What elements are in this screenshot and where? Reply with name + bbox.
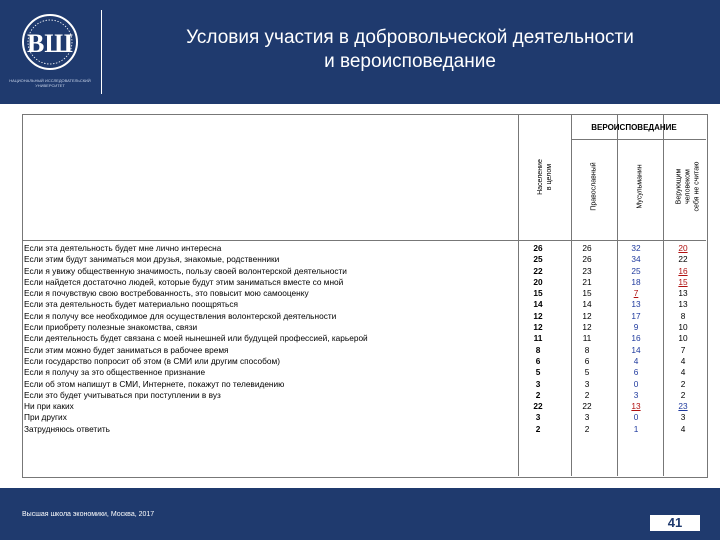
table-row xyxy=(24,390,706,401)
table-row xyxy=(24,345,706,356)
table-row xyxy=(24,356,706,367)
column-header-muslim: Мусульманин xyxy=(636,164,644,209)
cell-value: 13 xyxy=(631,299,641,310)
cell-value: 5 xyxy=(535,367,541,378)
row-label: Затрудняюсь ответить xyxy=(24,423,110,434)
cell-value: 5 xyxy=(584,367,590,378)
svg-text:ВШ: ВШ xyxy=(27,29,73,58)
logo-caption: НАЦИОНАЛЬНЫЙ ИССЛЕДОВАТЕЛЬСКИЙ УНИВЕРСИТЕТ xyxy=(9,78,91,88)
cell-value: 2 xyxy=(680,378,686,389)
cell-value: 10 xyxy=(678,322,688,333)
cell-value: 12 xyxy=(582,310,592,321)
cell-value: 14 xyxy=(582,299,592,310)
cell-value: 3 xyxy=(633,389,639,400)
cell-value: 12 xyxy=(582,322,592,333)
cell-value: 2 xyxy=(680,389,686,400)
cell-value: 16 xyxy=(678,265,688,276)
cell-value: 25 xyxy=(533,254,543,265)
header-divider xyxy=(101,10,102,94)
cell-value: 21 xyxy=(582,276,592,287)
cell-value: 0 xyxy=(633,378,639,389)
table-row xyxy=(24,379,706,390)
table-row xyxy=(24,299,706,310)
cell-value: 6 xyxy=(633,367,639,378)
cell-value: 26 xyxy=(533,243,543,253)
row-label: Если государство попросит об этом (в СМИ или другим способом) xyxy=(24,355,280,366)
cell-value: 7 xyxy=(680,344,686,355)
table-row xyxy=(24,322,706,333)
cell-value: 6 xyxy=(584,355,590,366)
table-row xyxy=(24,412,706,423)
cell-value: 14 xyxy=(631,344,641,355)
row-label: Если эта деятельность будет мне лично интересна xyxy=(24,243,222,253)
table-row xyxy=(24,243,706,254)
table-row xyxy=(24,424,706,435)
cell-value: 2 xyxy=(535,389,541,400)
cell-value: 23 xyxy=(582,265,592,276)
cell-value: 4 xyxy=(680,355,686,366)
cell-value: 3 xyxy=(584,412,590,423)
page-number: 41 xyxy=(650,515,700,531)
cell-value: 13 xyxy=(631,401,641,412)
cell-value: 4 xyxy=(680,423,686,434)
cell-value: 20 xyxy=(533,276,543,287)
table-row xyxy=(24,401,706,412)
column-header-orthodox: Православный xyxy=(590,162,598,211)
hse-emblem-icon xyxy=(8,8,92,78)
row-label: Ни при каких xyxy=(24,401,74,412)
cell-value: 32 xyxy=(631,243,641,253)
cell-value: 20 xyxy=(678,243,688,253)
cell-value: 14 xyxy=(533,299,543,310)
cell-value: 13 xyxy=(678,288,688,299)
cell-value: 4 xyxy=(680,367,686,378)
row-label: Если об этом напишут в СМИ, Интернете, покажут по телевидению xyxy=(24,378,285,389)
cell-value: 16 xyxy=(631,333,641,344)
row-label: Если приобрету полезные знакомства, связи xyxy=(24,322,198,333)
cell-value: 18 xyxy=(631,276,641,287)
row-label: Если это будет учитываться при поступлении в вуз xyxy=(24,389,221,400)
table-body xyxy=(24,243,706,435)
row-label: Если эта деятельность будет материально поощряться xyxy=(24,299,239,310)
cell-value: 15 xyxy=(678,276,688,287)
cell-value: 34 xyxy=(631,254,641,265)
table-row xyxy=(24,266,706,277)
cell-value: 3 xyxy=(584,378,590,389)
cell-value: 11 xyxy=(533,333,543,344)
table-row xyxy=(24,333,706,344)
table-row xyxy=(24,311,706,322)
cell-value: 0 xyxy=(633,412,639,423)
cell-value: 1 xyxy=(633,423,639,434)
table-row xyxy=(24,254,706,265)
cell-value: 11 xyxy=(582,333,592,344)
cell-value: 12 xyxy=(533,310,543,321)
cell-value: 22 xyxy=(533,401,543,412)
page-title xyxy=(110,26,710,74)
cell-value: 4 xyxy=(633,355,639,366)
cell-value: 15 xyxy=(582,288,592,299)
table-row xyxy=(24,277,706,288)
cell-value: 2 xyxy=(584,423,590,434)
table-header-rule xyxy=(22,240,706,241)
cell-value: 25 xyxy=(631,265,641,276)
cell-value: 7 xyxy=(633,288,639,299)
cell-value: 8 xyxy=(584,344,590,355)
cell-value: 15 xyxy=(533,288,543,299)
cell-value: 22 xyxy=(582,401,592,412)
cell-value: 3 xyxy=(535,378,541,389)
title-line-2: и вероисповедание xyxy=(324,51,496,72)
cell-value: 8 xyxy=(535,344,541,355)
row-label: Если я получу все необходимое для осуществления волонтерской деятельности xyxy=(24,310,337,321)
title-line-1: Условия участия в добровольческой деятельности xyxy=(186,27,634,48)
cell-value: 10 xyxy=(678,333,688,344)
row-label: Если найдется достаточно людей, которые будут этим заниматься вместе со мной xyxy=(24,276,344,287)
cell-value: 22 xyxy=(678,254,688,265)
row-label: Если я получу за это общественное признание xyxy=(24,367,206,378)
cell-value: 22 xyxy=(533,265,543,276)
column-header-nonbeliever: Верующим человеком себя не считаю xyxy=(675,161,701,212)
table-row xyxy=(24,367,706,378)
row-label: Если деятельность будет связана с моей нынешней или будущей профессией, карьерой xyxy=(24,333,368,344)
cell-value: 12 xyxy=(533,322,543,333)
row-label: Если этим можно будет заниматься в рабочее время xyxy=(24,344,229,355)
cell-value: 17 xyxy=(631,310,641,321)
cell-value: 26 xyxy=(582,254,592,265)
cell-value: 26 xyxy=(582,243,592,253)
column-header-total: Население в целом xyxy=(537,159,553,195)
hse-logo xyxy=(8,8,92,98)
table-row xyxy=(24,288,706,299)
row-label: При других xyxy=(24,412,67,423)
cell-value: 8 xyxy=(680,310,686,321)
cell-value: 9 xyxy=(633,322,639,333)
cell-value: 3 xyxy=(535,412,541,423)
cell-value: 2 xyxy=(535,423,541,434)
row-label: Если этим будут заниматься мои друзья, знакомые, родственники xyxy=(24,254,280,265)
row-label: Если я почувствую свою востребованность, это повысит мою самооценку xyxy=(24,288,309,299)
row-label: Если я увижу общественную значимость, пользу своей волонтерской деятельности xyxy=(24,265,347,276)
cell-value: 2 xyxy=(584,389,590,400)
cell-value: 23 xyxy=(678,401,688,412)
footer-source: Высшая школа экономики, Москва, 2017 xyxy=(22,511,155,518)
cell-value: 13 xyxy=(678,299,688,310)
cell-value: 6 xyxy=(535,355,541,366)
group-header-religion: ВЕРОИСПОВЕДАНИЕ xyxy=(591,123,677,132)
cell-value: 3 xyxy=(680,412,686,423)
